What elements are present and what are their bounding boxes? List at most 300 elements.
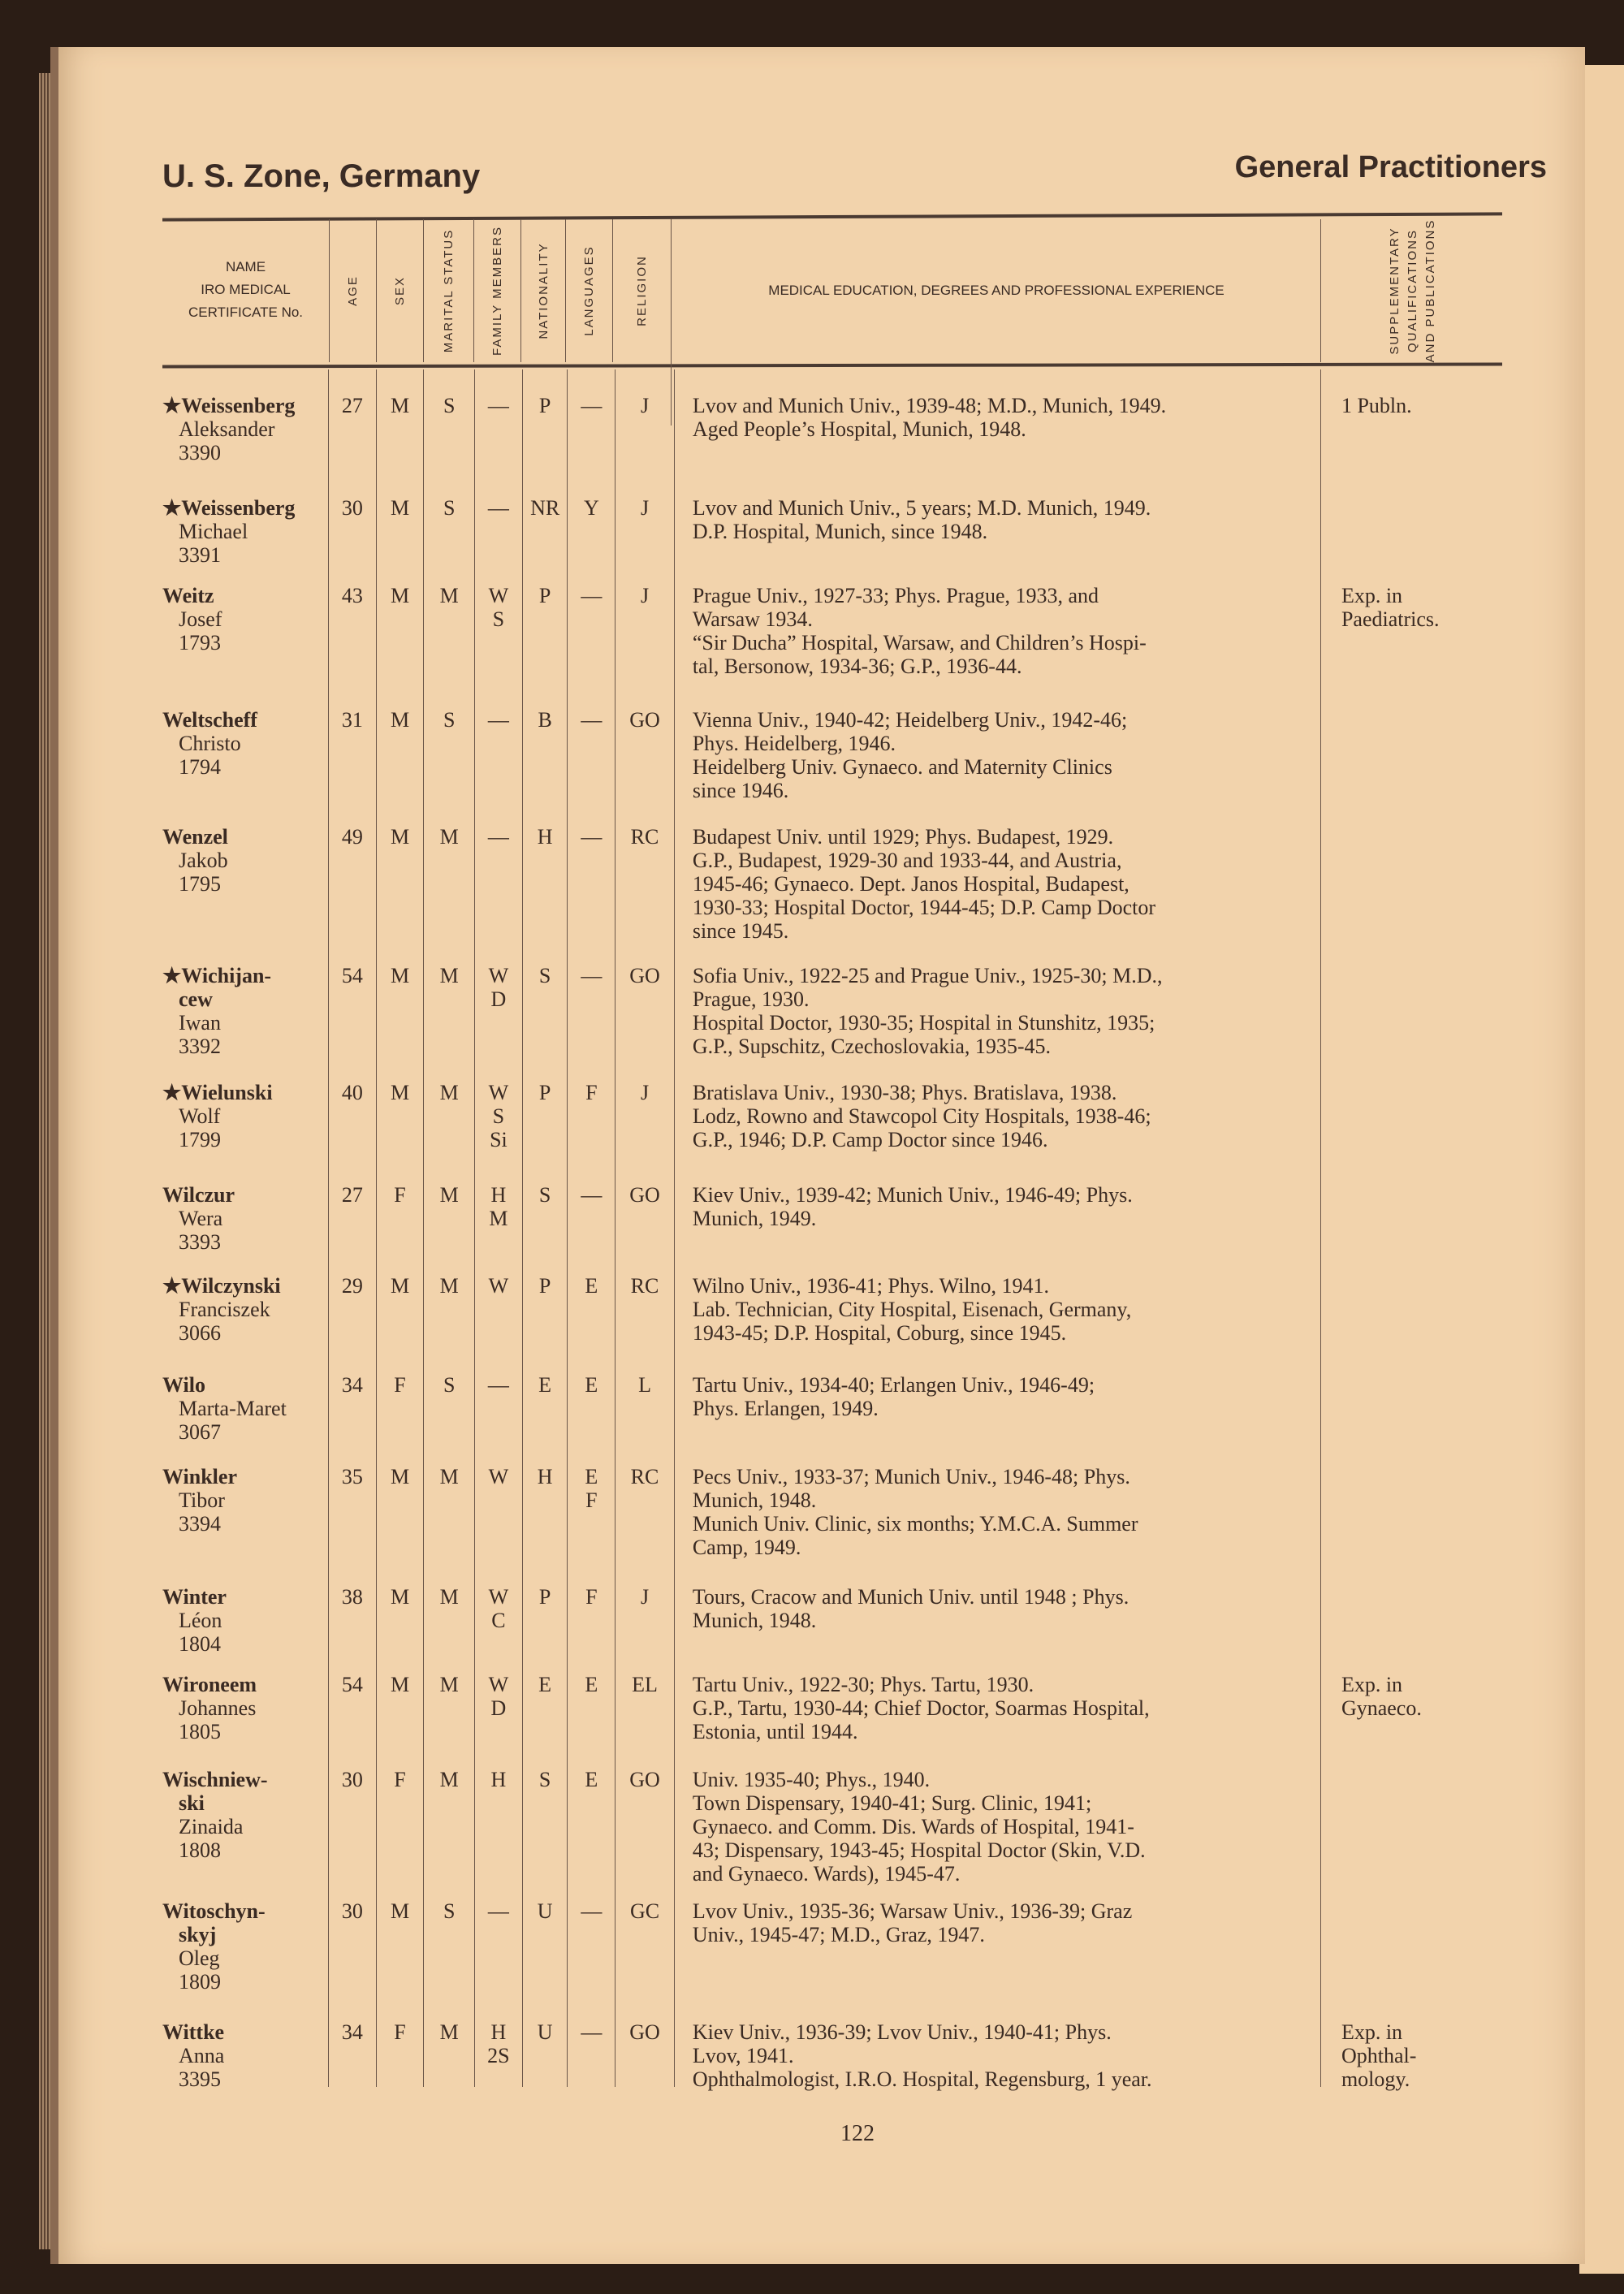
supplementary-cell bbox=[1320, 940, 1502, 1056]
family-members-cell bbox=[474, 369, 522, 472]
name-cell bbox=[162, 1056, 328, 1159]
age-cell bbox=[328, 1056, 376, 1159]
surname: ski bbox=[179, 1791, 205, 1815]
name-cell bbox=[162, 472, 328, 567]
languages-cell bbox=[567, 559, 615, 684]
name-header-line: NAME bbox=[225, 259, 266, 274]
marital-status-cell bbox=[423, 684, 474, 801]
name-cell bbox=[162, 559, 328, 684]
column-header-marital-status bbox=[423, 219, 474, 362]
surname: Wilczur bbox=[162, 1183, 235, 1207]
sex-cell bbox=[376, 559, 424, 684]
family-members-cell-value: — bbox=[487, 496, 509, 520]
languages-cell-value: — bbox=[581, 1899, 603, 1923]
family-members-cell bbox=[474, 1441, 522, 1561]
table-row bbox=[162, 472, 1502, 567]
education-line: Hospital Doctor, 1930-35; Hospital in Stunshitz, 1935; bbox=[692, 1011, 1155, 1035]
religion-cell-value: J bbox=[640, 496, 650, 520]
family-members-cell-value: Si bbox=[490, 1128, 508, 1151]
education-line: Bratislava Univ., 1930-38; Phys. Bratislava, 1938. bbox=[692, 1081, 1117, 1104]
languages-cell-value: — bbox=[581, 1183, 603, 1207]
religion-cell-value: GO bbox=[629, 964, 660, 987]
education-cell bbox=[674, 1250, 1320, 1349]
nationality-cell bbox=[522, 1349, 568, 1441]
family-members-cell-value: — bbox=[487, 825, 509, 849]
marital-status-cell-value: M bbox=[439, 1081, 459, 1104]
languages-cell bbox=[567, 472, 615, 559]
supplementary-line: Ophthal- bbox=[1341, 2044, 1417, 2067]
family-members-cell-value: — bbox=[487, 1899, 509, 1923]
education-line: Heidelberg Univ. Gynaeco. and Maternity Clinics bbox=[692, 755, 1112, 779]
nationality-cell bbox=[522, 1648, 568, 1743]
languages-cell bbox=[567, 1250, 615, 1349]
education-cell bbox=[674, 940, 1320, 1056]
name-header-line: CERTIFICATE No. bbox=[188, 305, 304, 320]
marital-status-cell bbox=[423, 1996, 474, 2087]
age-cell-value: 54 bbox=[341, 1673, 363, 1696]
sex-cell-value: M bbox=[390, 1274, 410, 1298]
name-cell bbox=[162, 1648, 328, 1743]
family-members-cell-value: W bbox=[488, 964, 509, 987]
certificate-number: 3391 bbox=[179, 543, 221, 567]
table-row bbox=[162, 369, 1502, 472]
family-members-cell-value: 2S bbox=[487, 2044, 510, 2067]
education-line: D.P. Hospital, Munich, since 1948. bbox=[692, 520, 988, 543]
nationality-cell bbox=[522, 369, 568, 472]
family-members-cell-value: D bbox=[490, 987, 507, 1011]
name-cell bbox=[162, 1441, 328, 1561]
nationality-cell-value: P bbox=[538, 1274, 551, 1298]
nationality-cell-value: H bbox=[537, 825, 553, 849]
sex-cell-value: M bbox=[390, 1585, 410, 1609]
languages-header-text: LANGUAGES bbox=[582, 245, 596, 336]
given-name: Oleg bbox=[179, 1946, 220, 1970]
marital-status-cell-value: M bbox=[439, 1183, 459, 1207]
languages-cell-value: F bbox=[585, 1081, 598, 1104]
given-name: Iwan bbox=[179, 1011, 221, 1035]
practitioner-table bbox=[162, 369, 1502, 2091]
family-members-cell-value: W bbox=[488, 584, 509, 607]
table-row bbox=[162, 1996, 1502, 2091]
certificate-number: 1809 bbox=[179, 1970, 221, 1994]
marital-status-cell-value: M bbox=[439, 825, 459, 849]
surname: ★Wielunski bbox=[162, 1081, 273, 1104]
education-line: and Gynaeco. Wards), 1945-47. bbox=[692, 1862, 961, 1886]
age-cell bbox=[328, 1441, 376, 1561]
education-line: Munich, 1948. bbox=[692, 1488, 817, 1512]
languages-cell-value: E bbox=[585, 1465, 598, 1488]
languages-cell-value: Y bbox=[583, 496, 599, 520]
given-name: Wera bbox=[179, 1207, 223, 1230]
family-members-cell-value: H bbox=[490, 2020, 507, 2044]
surname: Wenzel bbox=[162, 825, 228, 849]
supplementary-line: mology. bbox=[1341, 2067, 1410, 2091]
surname: Wischniew- bbox=[162, 1768, 268, 1791]
languages-cell-value: E bbox=[585, 1373, 598, 1397]
supplementary-cell bbox=[1320, 801, 1502, 940]
age-cell bbox=[328, 801, 376, 940]
sex-cell-value: F bbox=[394, 1768, 406, 1791]
languages-cell bbox=[567, 1875, 615, 1996]
family-members-cell bbox=[474, 801, 522, 940]
education-line: G.P., Budapest, 1929-30 and 1933-44, and Austria, bbox=[692, 849, 1122, 872]
education-cell bbox=[674, 801, 1320, 943]
sex-cell bbox=[376, 1159, 424, 1250]
languages-cell-value: — bbox=[581, 708, 603, 732]
table-row bbox=[162, 1349, 1502, 1444]
age-cell-value: 38 bbox=[341, 1585, 363, 1609]
age-cell-value: 30 bbox=[341, 1899, 363, 1923]
supplementary-cell bbox=[1320, 1056, 1502, 1159]
languages-cell-value: — bbox=[581, 394, 603, 417]
religion-cell bbox=[615, 472, 674, 559]
nationality-cell-value: U bbox=[537, 1899, 553, 1923]
religion-cell bbox=[615, 1743, 674, 1875]
surname: Winkler bbox=[162, 1465, 237, 1488]
family-members-cell bbox=[474, 472, 522, 559]
supplementary-cell bbox=[1320, 472, 1502, 559]
name-cell bbox=[162, 369, 328, 472]
nationality-cell-value: P bbox=[538, 394, 551, 417]
religion-cell-value: GO bbox=[629, 1183, 660, 1207]
languages-cell-value: — bbox=[581, 825, 603, 849]
languages-cell-value: F bbox=[585, 1488, 598, 1512]
religion-cell-value: GO bbox=[629, 2020, 660, 2044]
education-line: Phys. Heidelberg, 1946. bbox=[692, 732, 896, 755]
education-line: Tartu Univ., 1922-30; Phys. Tartu, 1930. bbox=[692, 1673, 1034, 1696]
education-line: Warsaw 1934. bbox=[692, 607, 813, 631]
table-row bbox=[162, 940, 1502, 1056]
education-line: Tours, Cracow and Munich Univ. until 1948 ; Phys. bbox=[692, 1585, 1129, 1609]
religion-cell-value: GO bbox=[629, 708, 660, 732]
running-header-left: U. S. Zone, Germany bbox=[162, 158, 481, 194]
marital-status-cell-value: S bbox=[443, 708, 456, 732]
marital-status-cell-value: M bbox=[439, 1274, 459, 1298]
supplementary-cell bbox=[1320, 1441, 1502, 1561]
table-row bbox=[162, 684, 1502, 801]
given-name: Franciszek bbox=[179, 1298, 270, 1321]
surname: Weltscheff bbox=[162, 708, 257, 732]
languages-cell-value: — bbox=[581, 2020, 603, 2044]
languages-cell bbox=[567, 1349, 615, 1441]
sex-header-text: SEX bbox=[393, 275, 407, 306]
nationality-cell-value: S bbox=[538, 964, 551, 987]
supplementary-line: Exp. in bbox=[1341, 1673, 1403, 1696]
nationality-cell-value: E bbox=[538, 1373, 552, 1397]
nationality-cell bbox=[522, 1996, 568, 2087]
religion-cell-value: RC bbox=[630, 1465, 659, 1488]
education-line: 1945-46; Gynaeco. Dept. Janos Hospital, Budapest, bbox=[692, 872, 1129, 896]
education-line: Tartu Univ., 1934-40; Erlangen Univ., 1946-49; bbox=[692, 1373, 1095, 1397]
age-header-text: AGE bbox=[346, 275, 360, 306]
education-line: Pecs Univ., 1933-37; Munich Univ., 1946-48; Phys. bbox=[692, 1465, 1130, 1488]
name-cell bbox=[162, 1159, 328, 1254]
education-line: Munich, 1948. bbox=[692, 1609, 817, 1632]
surname: ★Weissenberg bbox=[162, 394, 296, 417]
given-name: Wolf bbox=[179, 1104, 221, 1128]
surname: Wittke bbox=[162, 2020, 225, 2044]
religion-cell-value: J bbox=[640, 1585, 650, 1609]
name-cell bbox=[162, 801, 328, 940]
sex-cell bbox=[376, 1056, 424, 1159]
family-members-cell-value: — bbox=[487, 1373, 509, 1397]
supplementary-cell bbox=[1320, 369, 1502, 472]
given-name: Josef bbox=[179, 607, 222, 631]
running-header-right: General Practitioners bbox=[1234, 150, 1547, 184]
column-header-age bbox=[329, 219, 377, 362]
education-line: 43; Dispensary, 1943-45; Hospital Doctor (Skin, V.D. bbox=[692, 1838, 1146, 1862]
sex-cell-value: M bbox=[390, 1081, 410, 1104]
supplementary-header-text bbox=[1386, 219, 1440, 363]
age-cell bbox=[328, 559, 376, 684]
nationality-cell bbox=[522, 940, 568, 1056]
nationality-cell-value: H bbox=[537, 1465, 553, 1488]
nationality-cell bbox=[522, 472, 568, 559]
supplementary-cell bbox=[1320, 1996, 1502, 2091]
table-row bbox=[162, 1441, 1502, 1561]
family-members-cell bbox=[474, 940, 522, 1056]
languages-cell bbox=[567, 1743, 615, 1875]
education-line: Town Dispensary, 1940-41; Surg. Clinic, 1941; bbox=[692, 1791, 1092, 1815]
book-page-edges bbox=[39, 73, 50, 2249]
table-row bbox=[162, 1743, 1502, 1886]
supp-header-line: QUALIFICATIONS bbox=[1405, 229, 1419, 352]
education-line: Munich, 1949. bbox=[692, 1207, 817, 1230]
family-members-cell bbox=[474, 1349, 522, 1441]
marital-status-cell bbox=[423, 1441, 474, 1561]
surname: ★Wilczynski bbox=[162, 1274, 281, 1298]
nationality-cell-value: S bbox=[538, 1183, 551, 1207]
age-cell-value: 30 bbox=[341, 1768, 363, 1791]
supplementary-line: 1 Publn. bbox=[1341, 394, 1412, 417]
marital-status-cell-value: S bbox=[443, 496, 456, 520]
given-name: Léon bbox=[179, 1609, 222, 1632]
name-cell bbox=[162, 684, 328, 801]
sex-cell-value: M bbox=[390, 394, 410, 417]
facing-page bbox=[1579, 65, 1624, 2274]
nationality-cell-value: NR bbox=[530, 496, 560, 520]
age-cell-value: 49 bbox=[341, 825, 363, 849]
table-row bbox=[162, 1159, 1502, 1254]
sex-cell-value: M bbox=[390, 1465, 410, 1488]
table-row bbox=[162, 1875, 1502, 1996]
sex-cell-value: M bbox=[390, 964, 410, 987]
column-header-supplementary bbox=[1320, 219, 1504, 362]
marital-status-cell bbox=[423, 1250, 474, 1349]
supplementary-cell bbox=[1320, 684, 1502, 801]
age-cell bbox=[328, 940, 376, 1056]
education-cell bbox=[674, 472, 1320, 559]
education-cell bbox=[674, 684, 1320, 801]
nationality-cell bbox=[522, 1875, 568, 1996]
marital-status-cell-value: M bbox=[439, 964, 459, 987]
marital-status-cell bbox=[423, 1349, 474, 1441]
religion-cell bbox=[615, 801, 674, 940]
religion-cell bbox=[615, 1056, 674, 1159]
supplementary-line: Exp. in bbox=[1341, 2020, 1403, 2044]
sex-cell-value: M bbox=[390, 825, 410, 849]
education-cell bbox=[674, 1441, 1320, 1561]
surname: skyj bbox=[179, 1923, 217, 1946]
education-line: Budapest Univ. until 1929; Phys. Budapest, 1929. bbox=[692, 825, 1114, 849]
nationality-cell bbox=[522, 1743, 568, 1875]
certificate-number: 3394 bbox=[179, 1512, 221, 1536]
marital-status-cell bbox=[423, 1648, 474, 1743]
sex-cell-value: M bbox=[390, 1899, 410, 1923]
family-header-text: FAMILY MEMBERS bbox=[490, 226, 504, 356]
certificate-number: 1808 bbox=[179, 1838, 221, 1862]
family-members-cell-value: C bbox=[491, 1609, 506, 1632]
supplementary-cell bbox=[1320, 1250, 1502, 1349]
family-members-cell bbox=[474, 1743, 522, 1875]
table-row bbox=[162, 1561, 1502, 1656]
marital-status-cell-value: M bbox=[439, 1465, 459, 1488]
religion-cell-value: J bbox=[640, 584, 650, 607]
languages-cell-value: — bbox=[581, 584, 603, 607]
age-cell-value: 34 bbox=[341, 2020, 363, 2044]
age-cell bbox=[328, 1996, 376, 2087]
education-line: Ophthalmologist, I.R.O. Hospital, Regensburg, 1 year. bbox=[692, 2067, 1152, 2091]
marital-status-cell bbox=[423, 369, 474, 472]
education-line: Wilno Univ., 1936-41; Phys. Wilno, 1941. bbox=[692, 1274, 1050, 1298]
education-cell bbox=[674, 1561, 1320, 1648]
education-line: Lvov and Munich Univ., 5 years; M.D. Munich, 1949. bbox=[692, 496, 1151, 520]
name-header-line: IRO MEDICAL bbox=[201, 282, 291, 297]
family-members-cell-value: S bbox=[492, 1104, 505, 1128]
certificate-number: 3067 bbox=[179, 1420, 221, 1444]
table-row bbox=[162, 1648, 1502, 1743]
religion-cell bbox=[615, 940, 674, 1056]
nationality-cell bbox=[522, 801, 568, 940]
given-name: Anna bbox=[179, 2044, 225, 2067]
education-line: 1943-45; D.P. Hospital, Coburg, since 1945. bbox=[692, 1321, 1067, 1345]
sex-cell bbox=[376, 472, 424, 559]
sex-cell bbox=[376, 1648, 424, 1743]
family-members-cell bbox=[474, 1056, 522, 1159]
age-cell bbox=[328, 1743, 376, 1875]
education-line: Univ., 1945-47; M.D., Graz, 1947. bbox=[692, 1923, 985, 1946]
family-members-cell bbox=[474, 1250, 522, 1349]
age-cell-value: 54 bbox=[341, 964, 363, 987]
given-name: Aleksander bbox=[179, 417, 275, 441]
education-line: Lvov and Munich Univ., 1939-48; M.D., Munich, 1949. bbox=[692, 394, 1167, 417]
education-cell bbox=[674, 1996, 1320, 2091]
given-name: Zinaida bbox=[179, 1815, 244, 1838]
education-line: tal, Bersonow, 1934-36; G.P., 1936-44. bbox=[692, 655, 1022, 678]
family-members-cell-value: S bbox=[492, 607, 505, 631]
certificate-number: 1799 bbox=[179, 1128, 221, 1151]
education-line: Kiev Univ., 1939-42; Munich Univ., 1946-49; Phys. bbox=[692, 1183, 1133, 1207]
age-cell-value: 34 bbox=[341, 1373, 363, 1397]
age-cell-value: 40 bbox=[341, 1081, 363, 1104]
supplementary-cell bbox=[1320, 1349, 1502, 1441]
age-cell bbox=[328, 1561, 376, 1648]
supp-header-line: AND PUBLICATIONS bbox=[1423, 218, 1437, 363]
education-cell bbox=[674, 1648, 1320, 1743]
certificate-number: 3390 bbox=[179, 441, 221, 464]
religion-cell bbox=[615, 1250, 674, 1349]
nationality-cell-value: S bbox=[538, 1768, 551, 1791]
nationality-cell-value: B bbox=[538, 708, 552, 732]
sex-cell-value: F bbox=[394, 2020, 406, 2044]
family-members-cell bbox=[474, 1875, 522, 1996]
education-line: Sofia Univ., 1922-25 and Prague Univ., 1925-30; M.D., bbox=[692, 964, 1163, 987]
age-cell-value: 35 bbox=[341, 1465, 363, 1488]
sex-cell-value: M bbox=[390, 584, 410, 607]
age-cell bbox=[328, 369, 376, 472]
marital-status-cell bbox=[423, 940, 474, 1056]
sex-cell bbox=[376, 1441, 424, 1561]
certificate-number: 1794 bbox=[179, 755, 221, 779]
religion-cell bbox=[615, 1996, 674, 2087]
languages-cell bbox=[567, 1441, 615, 1561]
sex-cell-value: F bbox=[394, 1373, 406, 1397]
education-line: Camp, 1949. bbox=[692, 1536, 801, 1559]
religion-cell-value: EL bbox=[632, 1673, 658, 1696]
religion-cell-value: GO bbox=[629, 1768, 660, 1791]
surname: Wironeem bbox=[162, 1673, 257, 1696]
certificate-number: 1795 bbox=[179, 872, 221, 896]
nationality-cell bbox=[522, 559, 568, 684]
education-line: Lvov Univ., 1935-36; Warsaw Univ., 1936-39; Graz bbox=[692, 1899, 1133, 1923]
supplementary-cell bbox=[1320, 1561, 1502, 1648]
family-members-cell-value: W bbox=[488, 1465, 509, 1488]
surname: Weitz bbox=[162, 584, 214, 607]
surname: cew bbox=[179, 987, 213, 1011]
supplementary-line: Paediatrics. bbox=[1341, 607, 1440, 631]
supplementary-cell bbox=[1320, 1875, 1502, 1996]
religion-cell bbox=[615, 1441, 674, 1561]
nationality-cell-value: P bbox=[538, 1585, 551, 1609]
given-name: Marta-Maret bbox=[179, 1397, 287, 1420]
nationality-cell bbox=[522, 1250, 568, 1349]
nationality-cell-value: P bbox=[538, 1081, 551, 1104]
religion-cell-value: RC bbox=[630, 1274, 659, 1298]
religion-cell bbox=[615, 1561, 674, 1648]
family-members-cell-value: W bbox=[488, 1585, 509, 1609]
religion-cell bbox=[615, 1875, 674, 1996]
family-members-cell-value: W bbox=[488, 1274, 509, 1298]
column-header-education: MEDICAL EDUCATION, DEGREES AND PROFESSIONAL EXPERIENCE bbox=[671, 219, 1321, 426]
supplementary-cell bbox=[1320, 1159, 1502, 1250]
column-header-religion bbox=[612, 219, 672, 362]
education-line: Aged People’s Hospital, Munich, 1948. bbox=[692, 417, 1026, 441]
age-cell bbox=[328, 1648, 376, 1743]
education-cell bbox=[674, 1743, 1320, 1886]
education-line: Univ. 1935-40; Phys., 1940. bbox=[692, 1768, 931, 1791]
name-cell bbox=[162, 1875, 328, 1996]
education-line: since 1946. bbox=[692, 779, 789, 802]
sex-cell bbox=[376, 1250, 424, 1349]
sex-cell bbox=[376, 369, 424, 472]
sex-cell bbox=[376, 1743, 424, 1875]
marital-status-cell bbox=[423, 1561, 474, 1648]
certificate-number: 3066 bbox=[179, 1321, 221, 1345]
religion-cell-value: L bbox=[638, 1373, 651, 1397]
nationality-cell bbox=[522, 684, 568, 801]
languages-cell bbox=[567, 1056, 615, 1159]
sex-cell bbox=[376, 684, 424, 801]
certificate-number: 1805 bbox=[179, 1720, 221, 1743]
marital-status-cell bbox=[423, 1875, 474, 1996]
marital-status-cell-value: S bbox=[443, 1899, 456, 1923]
marital-status-cell bbox=[423, 1056, 474, 1159]
sex-cell bbox=[376, 801, 424, 940]
nationality-cell-value: E bbox=[538, 1673, 552, 1696]
languages-cell-value: E bbox=[585, 1673, 598, 1696]
age-cell bbox=[328, 684, 376, 801]
table-row bbox=[162, 1250, 1502, 1349]
